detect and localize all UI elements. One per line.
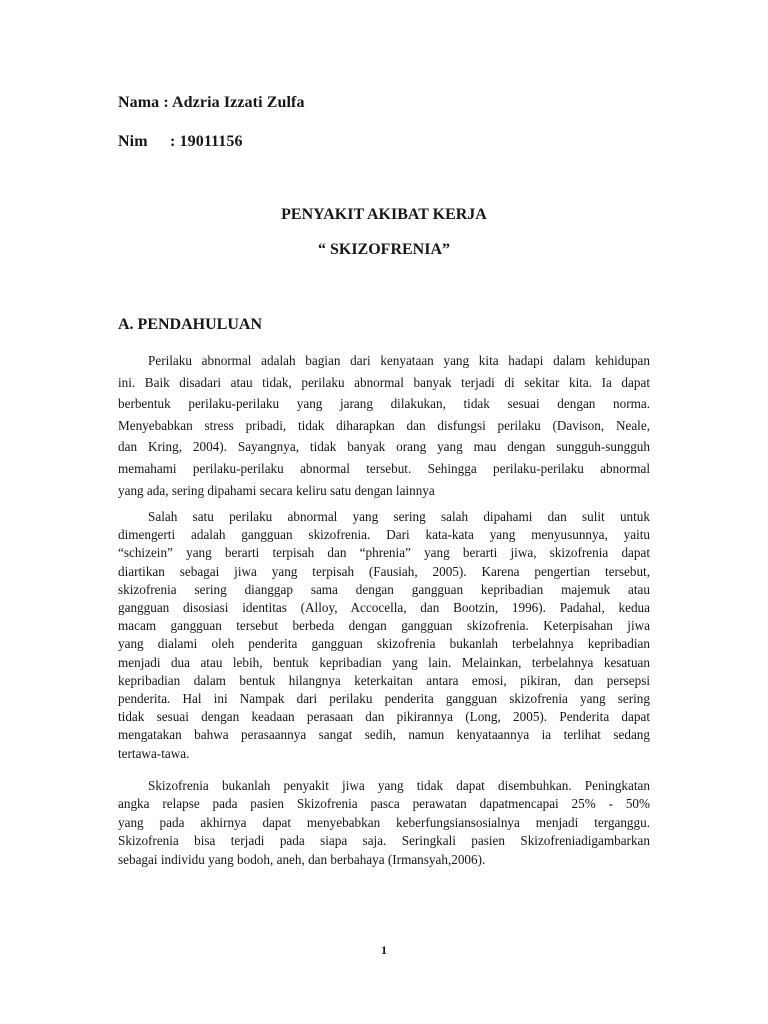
text-line: memahami perilaku-perilaku abnormal tersebut. Sehingga perilaku-perilaku abnormal [118,460,650,476]
document-title: PENYAKIT AKIBAT KERJA [281,206,487,223]
text-line: penderita. Hal ini Nampak dari perilaku penderita gangguan skizofrenia yang sering [118,691,650,707]
paragraph-2 [118,508,650,763]
text-line: ini. Baik disadari atau tidak, perilaku abnormal banyak terjadi di sekitar kita. Ia dapat [118,374,650,390]
text-line: diartikan sebagai jiwa yang terpisah (Fausiah, 2005). Karena pengertian tersebut, [118,563,650,579]
text-line: kepribadian dalam bentuk hilangnya keterkaitan antara emosi, pikiran, dan persepsi [118,672,650,688]
text-line: menjadi dua atau lebih, bentuk kepribadian yang lain. Melainkan, terbelahnya kesatuan [118,654,650,670]
text-line: Salah satu perilaku abnormal yang sering salah dipahami dan sulit untuk [148,509,650,524]
text-line: skizofrenia sering dianggap sama dengan gangguan kepribadian majemuk atau [118,581,650,597]
text-line: dan Kring, 2004). Sayangnya, tidak banyak orang yang mau dengan sungguh-sungguh [118,439,650,455]
text-line: sebagai individu yang bodoh, aneh, dan berbahaya (Irmansyah,2006). [118,851,486,867]
text-line: tidak sesuai dengan keadaan perasaan dan pikirannya (Long, 2005). Penderita dapat [118,709,650,725]
text-line: gangguan disosiasi identitas (Alloy, Accocella, dan Bootzin, 1996). Padahal, kedua [118,600,650,616]
text-line: tertawa-tawa. [118,745,190,761]
text-line: angka relapse pada pasien Skizofrenia pasca perawatan dapatmencapai 25% - 50% [118,796,650,812]
text-line: “schizein” yang berarti terpisah dan “phrenia” yang berarti jiwa, skizofrenia dapat [118,545,650,561]
text-line: Perilaku abnormal adalah bagian dari kenyataan yang kita hadapi dalam kehidupan [148,353,650,368]
text-line: Menyebabkan stress pribadi, tidak diharapkan dan disfungsi perilaku (Davison, Neale, [118,417,650,433]
section-heading: A. PENDAHULUAN [118,316,262,333]
text-line: berbentuk perilaku-perilaku yang jarang dilakukan, tidak sesuai dengan norma. [118,396,650,412]
text-line: yang pada akhirnya dapat menyebabkan keberfungsiansosialnya menjadi terganggu. [118,814,650,830]
student-nim [118,133,243,151]
nim-value: : 19011156 [170,133,243,150]
document-subtitle: “ SKIZOFRENIA” [317,241,451,258]
text-line: yang ada, sering dipahami secara keliru satu dengan lainnya [118,482,435,498]
text-line: dimengerti adalah gangguan skizofrenia. Dari kata-kata yang menyusunnya, yaitu [118,527,650,543]
student-name: Nama : Adzria Izzati Zulfa [118,94,305,111]
text-line: Skizofrenia bukanlah penyakit jiwa yang tidak dapat disembuhkan. Peningkatan [148,778,650,793]
text-line: macam gangguan tersebut berbeda dengan gangguan skizofrenia. Keterpisahan jiwa [118,618,650,634]
paragraph-3 [118,777,650,869]
text-line: mengatakan bahwa perasaannya sangat sedih, namun kenyataannya ia terlihat sedang [118,727,650,743]
text-line: Skizofrenia bisa terjadi pada siapa saja. Seringkali pasien Skizofreniadigambarkan [118,833,650,849]
text-line: yang dialami oleh penderita gangguan skizofrenia bukanlah terbelahnya kepribadian [118,636,650,652]
nim-label: Nim [118,133,148,150]
paragraph-1 [118,350,650,501]
page-number: 1 [381,943,387,957]
